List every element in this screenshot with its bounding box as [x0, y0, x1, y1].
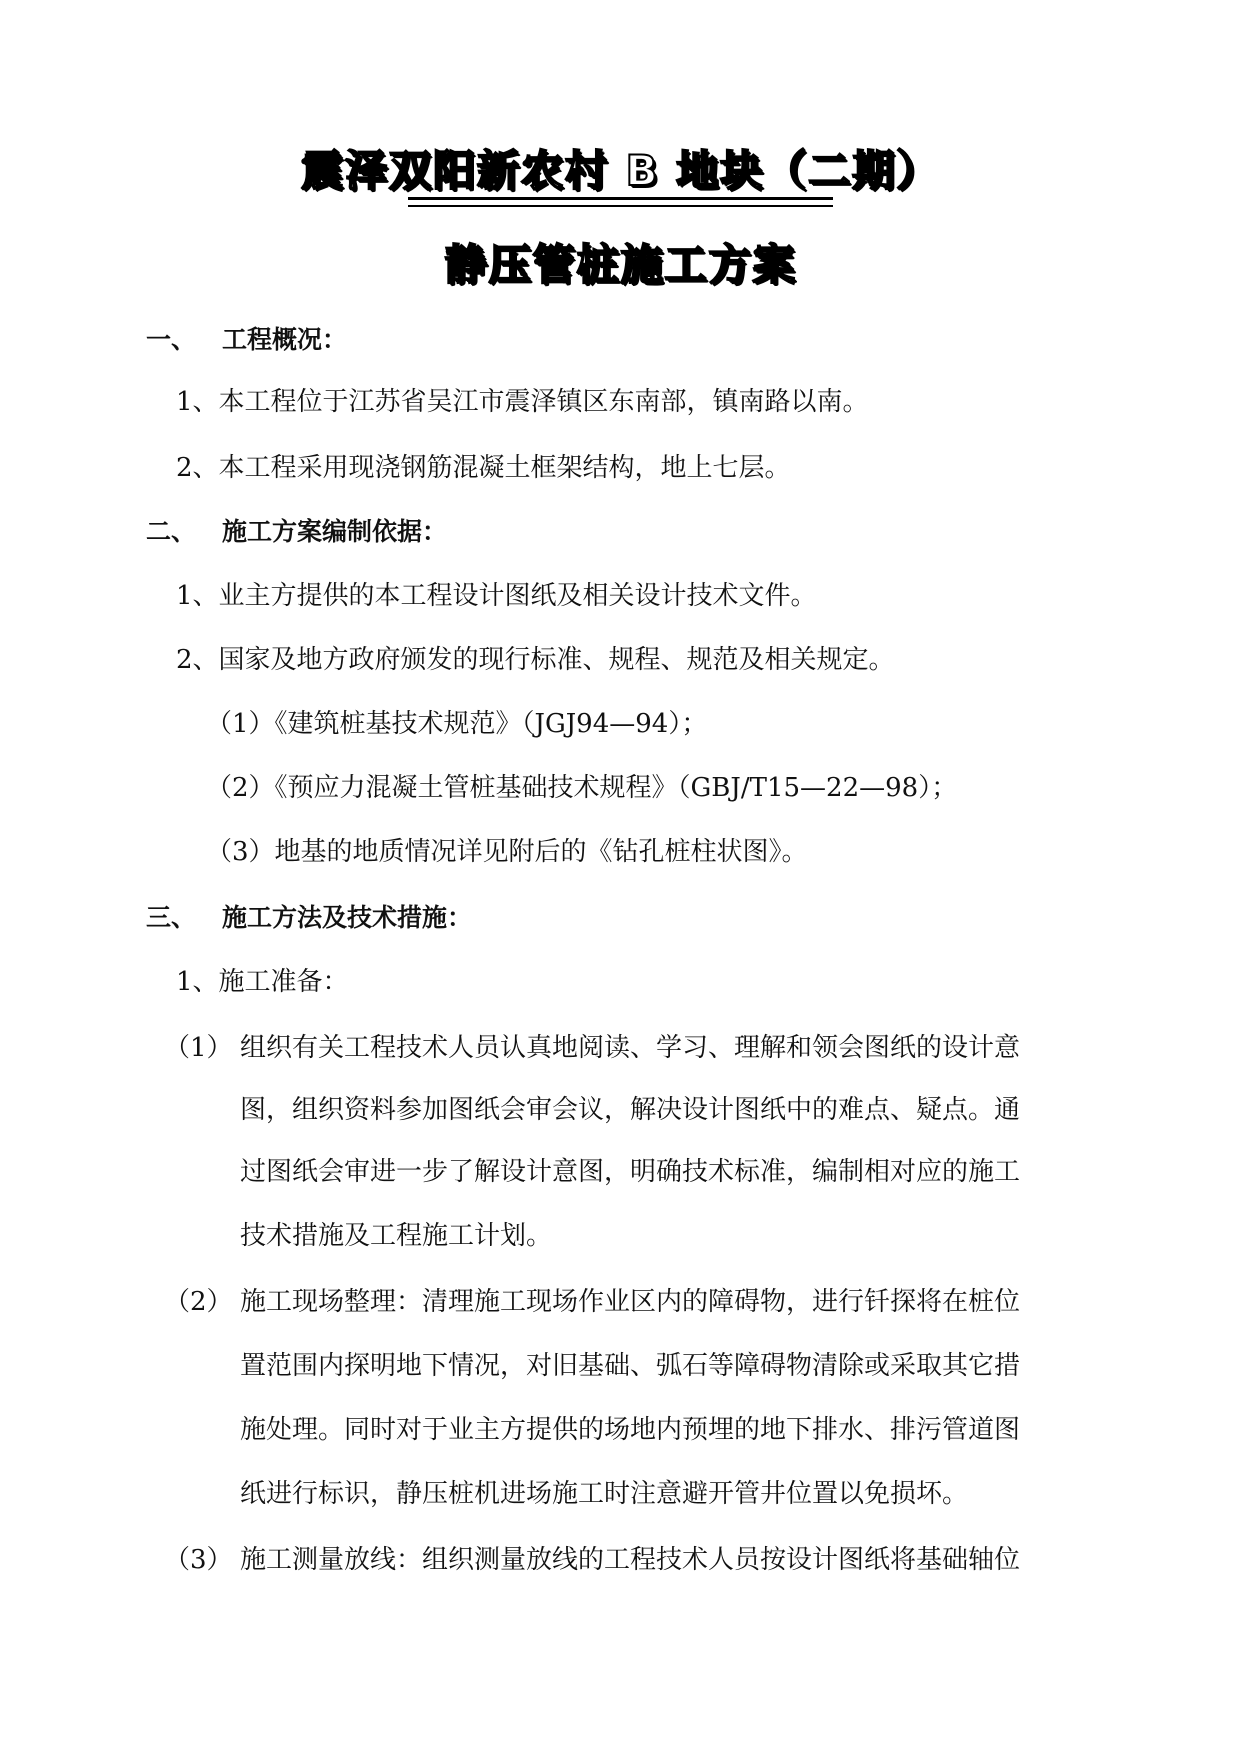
p1-line-1: 组织有关工程技术人员认真地阅读、学习、理解和领会图纸的设计意 — [240, 1033, 1021, 1063]
p2-line-3: 施处理。同时对于业主方提供的场地内预埋的地下排水、排污管道图 — [240, 1415, 1021, 1445]
section-1-title: 工程概况： — [222, 325, 348, 354]
p3-number: （3） — [164, 1545, 233, 1575]
p2-line-2: 置范围内探明地下情况，对旧基础、弧石等障碍物清除或采取其它措 — [240, 1351, 1021, 1381]
p1-number: （1） — [164, 1033, 233, 1063]
title-rule-thick — [408, 197, 833, 200]
p2-line-1: 施工现场整理：清理施工现场作业区内的障碍物，进行钎探将在桩位 — [240, 1287, 1021, 1317]
title-rule-thin — [408, 205, 833, 207]
s2-sub-1: （1）《建筑桩基技术规范》（JGJ94—94）； — [206, 709, 708, 739]
s3-item-1: 1、施工准备： — [176, 967, 349, 997]
s1-item-1: 1、本工程位于江苏省吴江市震泽镇区东南部，镇南路以南。 — [176, 387, 869, 417]
s2-item-1: 1、业主方提供的本工程设计图纸及相关设计技术文件。 — [176, 581, 817, 611]
s2-sub-2: （2）《预应力混凝土管桩基础技术规程》（GBJ/T15—22—98）； — [206, 773, 958, 803]
s2-sub-3: （3）地基的地质情况详见附后的《钻孔桩柱状图》。 — [206, 837, 808, 867]
p2-line-4: 纸进行标识，静压桩机进场施工时注意避开管井位置以免损坏。 — [240, 1479, 969, 1509]
section-3-title: 施工方法及技术措施： — [222, 903, 473, 932]
s2-item-2: 2、国家及地方政府颁发的现行标准、规程、规范及相关规定。 — [176, 645, 895, 675]
p1-line-2: 图，组织资料参加图纸会审会议，解决设计图纸中的难点、疑点。通 — [240, 1095, 1021, 1125]
p2-number: （2） — [164, 1287, 233, 1317]
p3-line-1: 施工测量放线：组织测量放线的工程技术人员按设计图纸将基础轴位 — [240, 1545, 1021, 1575]
section-3-number: 三、 — [146, 903, 197, 932]
section-2-title: 施工方案编制依据： — [222, 517, 448, 546]
p1-line-3: 过图纸会审进一步了解设计意图，明确技术标准，编制相对应的施工 — [240, 1157, 1021, 1187]
section-1-number: 一、 — [146, 325, 197, 354]
title-line-1: 震泽双阳新农村 B 地块（二期） — [300, 146, 941, 195]
p1-line-4: 技术措施及工程施工计划。 — [240, 1221, 553, 1251]
section-2-number: 二、 — [146, 517, 197, 546]
s1-item-2: 2、本工程采用现浇钢筋混凝土框架结构，地上七层。 — [176, 453, 791, 483]
title-line-2: 静压管桩施工方案 — [444, 240, 797, 289]
